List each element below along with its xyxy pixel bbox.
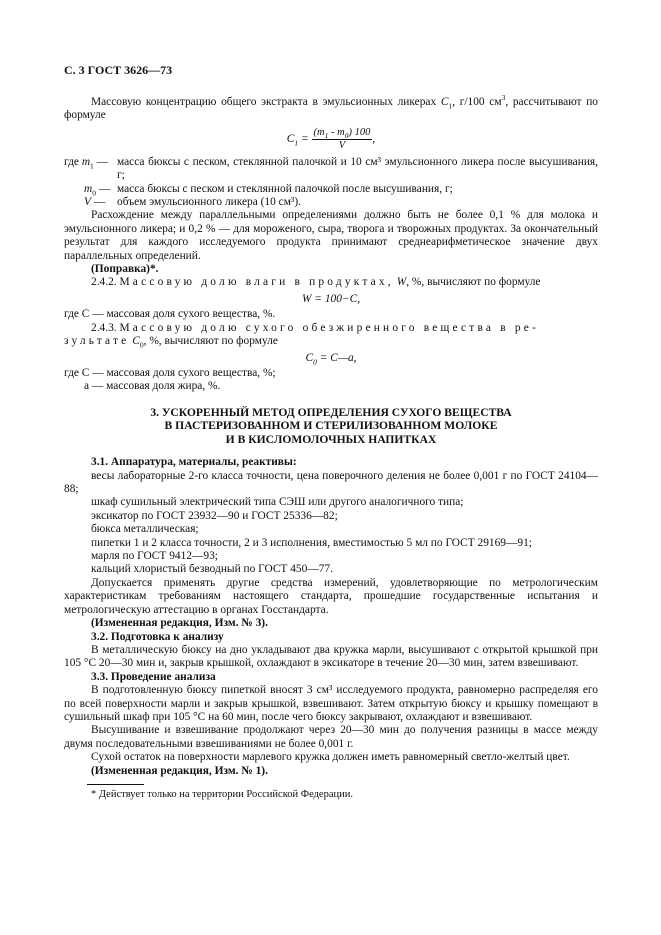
where-dry-skim-2: a — массовая доля жира, %. — [84, 380, 221, 393]
amendment-note: (Поправка)*. — [91, 263, 159, 276]
paragraph-analysis-2: Высушивание и взвешивание продолжают через 20—30 мин до получения разницы в массе между двумя последовательными взвешиваниями не более 0,001 г. — [64, 724, 598, 750]
footnote: * Действует только на территории Российской Федерации. — [91, 788, 353, 800]
formula-c1: $C_1$ = $\frac{(m_1 - m_0) 100}{V}$ , — [286, 126, 376, 151]
list-item: весы лабораторные 2-го класса точности, цена поверочного деления не более 0,001 г по ГОСТ 24104—88; — [64, 469, 598, 496]
where-line-v: V — объем эмульсионного ликера (10 см³). — [84, 196, 301, 209]
list-item: бюкса металлическая; — [91, 523, 199, 536]
paragraph-extract-intro: Массовую концентрацию общего экстракта в эмульсионных ликерах $C_1$, г/100 $см^3$, рассчитывают по формуле — [64, 93, 598, 122]
clause-2-4-2: 2.4.2. Массовую долю влаги в продуктах, W, %, вычисляют по формуле — [91, 276, 541, 289]
amendment-3: (Измененная редакция, Изм. № 3). — [91, 617, 268, 630]
clause-2-4-3-cont: зультате $C_0$, %, вычисляют по формуле — [64, 335, 278, 350]
paragraph-analysis-3: Сухой остаток на поверхности марлевого кружка должен иметь равномерный светло-желтый цвет. — [91, 751, 570, 764]
equipment-list — [64, 470, 598, 577]
amendment-1: (Измененная редакция, Изм. № 1). — [91, 764, 268, 777]
list-item: пипетки 1 и 2 класса точности, 2 и 3 исполнения, вместимостью 5 мл по ГОСТ 29169—91; — [91, 536, 532, 549]
where-line-m1: где $m_1$ — масса бюксы с песком, стеклянной палочкой и 10 см³ эмульсионного ликера после высушивания, г; — [64, 155, 598, 182]
heading-3-3: 3.3. Проведение анализа — [91, 670, 216, 683]
paragraph-alternatives: Допускается применять другие средства измерений, удовлетворяющие по метрологическим характеристикам требованиям настоящего стандарта, прошедшие государственные испытания и метрологическую аттестацию в органах Госстандарта. — [64, 576, 598, 616]
where-line-m0: $m_0$ — масса бюксы с песком и стеклянной палочкой после высушивания, г; — [84, 182, 453, 197]
formula-dry-skim: $C_0$ = C—a, — [305, 351, 357, 366]
list-item: эксикатор по ГОСТ 23932—90 и ГОСТ 25336—82; — [91, 509, 338, 522]
paragraph-analysis-1: В подготовленную бюксу пипеткой вносят 3 см³ исследуемого продукта, равномерно распределяя его по всей поверхности марли и закрыв крышкой, взвешивают. Затем открытую бюксу и крышку помещают в сушильный шкаф при 105 °С на 60 мин, после чего бюксу закрывают, охлаждают и взвешивают. — [64, 684, 598, 723]
paragraph-discrepancy: Расхождение между параллельными определениями должно быть не более 0,1 % для молока и эмульсионного ликера; и 0,2 % — для мороженого, сыра, творога и творожных продуктах. За окончательный результат для каждого исследуемого продукта принимают среднеарифметическое значение двух параллельных определений. — [64, 209, 598, 262]
footnote-separator — [87, 784, 144, 785]
formula-moisture: W = 100−C, — [301, 292, 361, 305]
list-item: марля по ГОСТ 9412—93; — [91, 550, 218, 563]
section-3-title: 3. УСКОРЕННЫЙ МЕТОД ОПРЕДЕЛЕНИЯ СУХОГО ВЕЩЕСТВА В ПАСТЕРИЗОВАННОМ И СТЕРИЛИЗОВАННОМ МОЛОКЕ И В КИСЛОМОЛОЧНЫХ НАПИТКАХ — [150, 405, 512, 446]
list-item: кальций хлористый безводный по ГОСТ 450—77. — [91, 563, 333, 576]
heading-3-1: 3.1. Аппаратура, материалы, реактивы: — [91, 456, 297, 469]
clause-2-4-3: 2.4.3. Массовую долю сухого обезжиренного вещества в ре- — [91, 321, 539, 334]
where-moisture: где C — массовая доля сухого вещества, %. — [64, 308, 276, 321]
document-body — [64, 93, 598, 801]
formula-fraction: $\frac{(m_1 - m_0) 100}{V}$ — [313, 126, 371, 151]
where-dry-skim-1: где C — массовая доля сухого вещества, %; — [64, 366, 276, 379]
paragraph-preparation: В металлическую бюксу на дно укладывают два кружка марли, высушивают с открытой крышкой при 105 °С 20—30 мин и, закрыв крышкой, охлаждают в эксикаторе в течение 20—30 мин, затем взвешивают. — [64, 643, 598, 670]
page-header: С. 3 ГОСТ 3626—73 — [64, 63, 173, 77]
heading-3-2: 3.2. Подготовка к анализу — [91, 630, 224, 643]
list-item: шкаф сушильный электрический типа СЭШ или другого аналогичного типа; — [91, 496, 464, 509]
